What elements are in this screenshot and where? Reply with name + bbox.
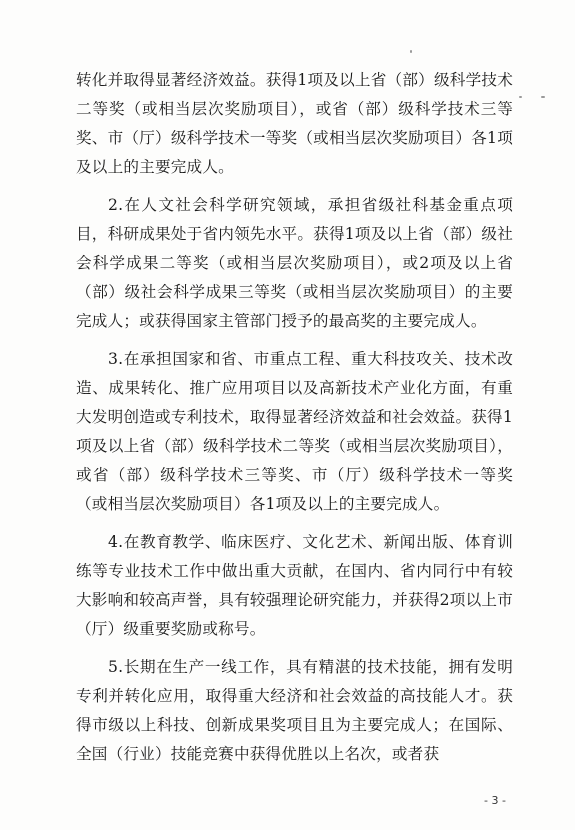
document-body <box>76 66 513 769</box>
paragraph-item-4: 4.在教育教学、临床医疗、文化艺术、新闻出版、体育训练等专业技术工作中做出重大贡献，在国内、省内同行中有较大影响和较高声誉，具有较强理论研究能力，并获得2项以上市（厅）级重要奖励或称号。 <box>76 533 513 638</box>
paragraph-item-2: 2.在人文社会科学研究领域，承担省级社科基金重点项目，科研成果处于省内领先水平。获得1项及以上省（部）级社会科学成果二等奖（或相当层次奖励项目），或2项及以上省（部）级社会科学成果三等奖（或相当层次奖励项目）的主要完成人；或获得国家主管部门授予的最高奖的主要完成人。 <box>76 196 513 330</box>
paragraph-item-5: 5.长期在生产一线工作，具有精湛的技术技能，拥有发明专利并转化应用，取得重大经济和社会效益的高技能人才。获得市级以上科技、创新成果奖项目且为主要完成人；在国际、全国（行业）技能竞赛中获得优胜以上名次，或者获 <box>76 658 513 763</box>
scan-speck <box>410 50 412 53</box>
paragraph-continuation: 转化并取得显著经济效益。获得1项及以上省（部）级科学技术二等奖（或相当层次奖励项目），或省（部）级科学技术三等奖、市（厅）级科学技术一等奖（或相当层次奖励项目）各1项及以上的主要完成人。 <box>76 71 513 176</box>
scan-speck <box>541 96 545 98</box>
page-number: - 3 - <box>484 794 506 807</box>
paragraph-item-3: 3.在承担国家和省、市重点工程、重大科技攻关、技术改造、成果转化、推广应用项目以及高新技术产业化方面，有重大发明创造或专利技术，取得显著经济效益和社会效益。获得1项及以上省（部）级科学技术二等奖（或相当层次奖励项目），或省（部）级科学技术三等奖、市（厅）级科学技术一等奖（或相当层次奖励项目）各1项及以上的主要完成人。 <box>76 350 513 513</box>
scan-speck <box>519 96 522 98</box>
